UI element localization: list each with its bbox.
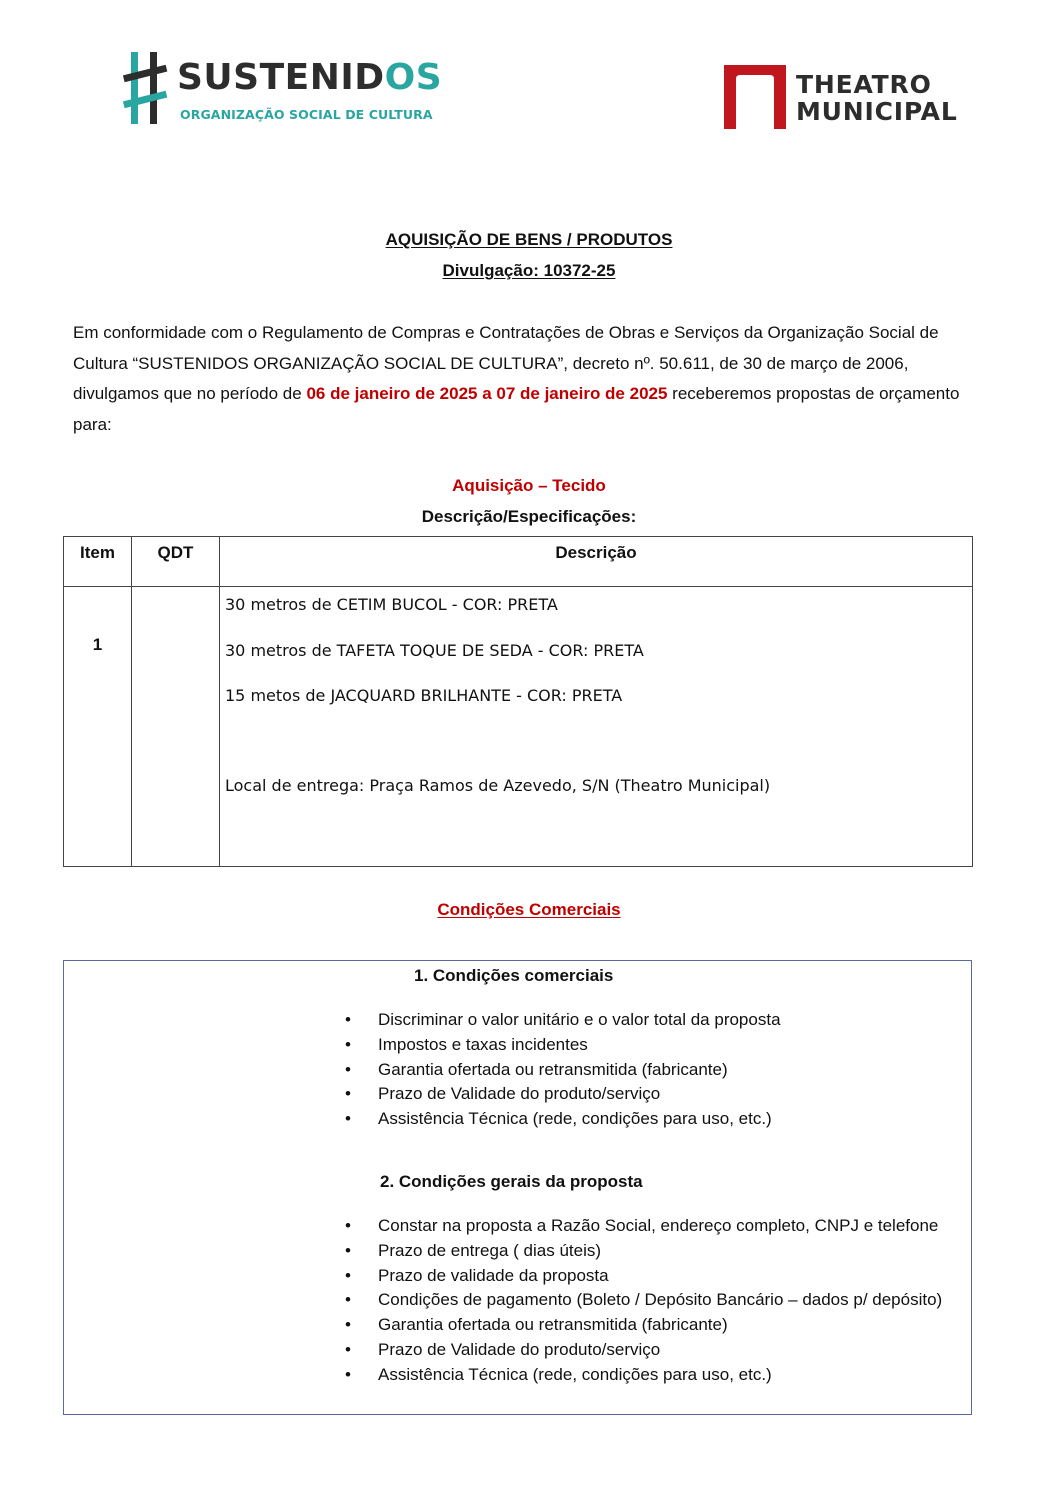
header-item: Item (64, 537, 132, 587)
description-cell (220, 587, 973, 867)
list-item: • Garantia ofertada ou retransmitida (fabricante) (64, 1313, 968, 1338)
section2-list (64, 1214, 968, 1388)
delivery-location: Local de entrega: Praça Ramos de Azevedo, S/N (Theatro Municipal) (225, 776, 771, 795)
acquisition-title: Aquisição – Tecido (452, 476, 606, 495)
section1-list (64, 1008, 968, 1132)
theatro-municipal-logo (724, 65, 964, 135)
commercial-conditions-heading: Condições Comerciais (437, 900, 621, 919)
theatro-logo-line2: MUNICIPAL (796, 97, 958, 126)
document-title: AQUISIÇÃO DE BENS / PRODUTOS (385, 230, 673, 249)
section1-title: 1. Condições comerciais (414, 966, 614, 985)
section2-title: 2. Condições gerais da proposta (380, 1172, 643, 1191)
items-table (63, 536, 973, 867)
sustenidos-logo-tagline: ORGANIZAÇÃO SOCIAL DE CULTURA (180, 107, 433, 122)
table-row (64, 587, 973, 867)
list-item: • Constar na proposta a Razão Social, endereço completo, CNPJ e telefone (64, 1214, 968, 1239)
list-item: • Discriminar o valor unitário e o valor total da proposta (64, 1008, 968, 1033)
intro-paragraph (73, 318, 998, 441)
description-line: 30 metros de TAFETA TOQUE DE SEDA - COR: PRETA (225, 641, 644, 660)
intro-text-start: Em conformidade com o Regulamento de Compras e Contratações de Obras e Serviços da Organização Social de Cultura “SUSTENIDOS ORGANIZAÇÃO SOCIAL DE CULTURA”, decreto nº. 50.611, de 30 de março de 2006, divulgamos que no período de (73, 323, 939, 404)
list-item: • Prazo de entrega ( dias úteis) (64, 1239, 968, 1264)
theatro-logo-line1: THEATRO (796, 70, 932, 99)
list-item: • Assistência Técnica (rede, condições para uso, etc.) (64, 1363, 968, 1388)
list-item: • Condições de pagamento (Boleto / Depósito Bancário – dados p/ depósito) (64, 1288, 968, 1313)
item-number-cell: 1 (64, 587, 132, 867)
list-item: • Impostos e taxas incidentes (64, 1033, 968, 1058)
sustenidos-logo-name: SUSTENIDOS (177, 57, 443, 98)
description-line: 15 metos de JACQUARD BRILHANTE - COR: PRETA (225, 686, 623, 705)
hashtag-icon (123, 50, 169, 126)
sustenidos-logo (123, 48, 443, 128)
header-description: Descrição (220, 537, 973, 587)
intro-period-highlight: 06 de janeiro de 2025 a 07 de janeiro de 2025 (306, 384, 668, 404)
conditions-box (63, 960, 972, 1415)
list-item: • Assistência Técnica (rede, condições para uso, etc.) (64, 1107, 968, 1132)
intro-text-end: receberemos propostas de orçamento para: (73, 384, 960, 435)
list-item: • Prazo de validade da proposta (64, 1264, 968, 1289)
theatro-arch-icon (724, 65, 786, 129)
table-header-row (64, 537, 973, 587)
disclosure-number: Divulgação: 10372-25 (442, 261, 616, 280)
list-item: • Prazo de Validade do produto/serviço (64, 1082, 968, 1107)
list-item: • Garantia ofertada ou retransmitida (fabricante) (64, 1058, 968, 1083)
header-qty: QDT (132, 537, 220, 587)
list-item: • Prazo de Validade do produto/serviço (64, 1338, 968, 1363)
qty-cell (132, 587, 220, 867)
description-line: 30 metros de CETIM BUCOL - COR: PRETA (225, 595, 558, 614)
specifications-label: Descrição/Especificações: (421, 507, 637, 526)
